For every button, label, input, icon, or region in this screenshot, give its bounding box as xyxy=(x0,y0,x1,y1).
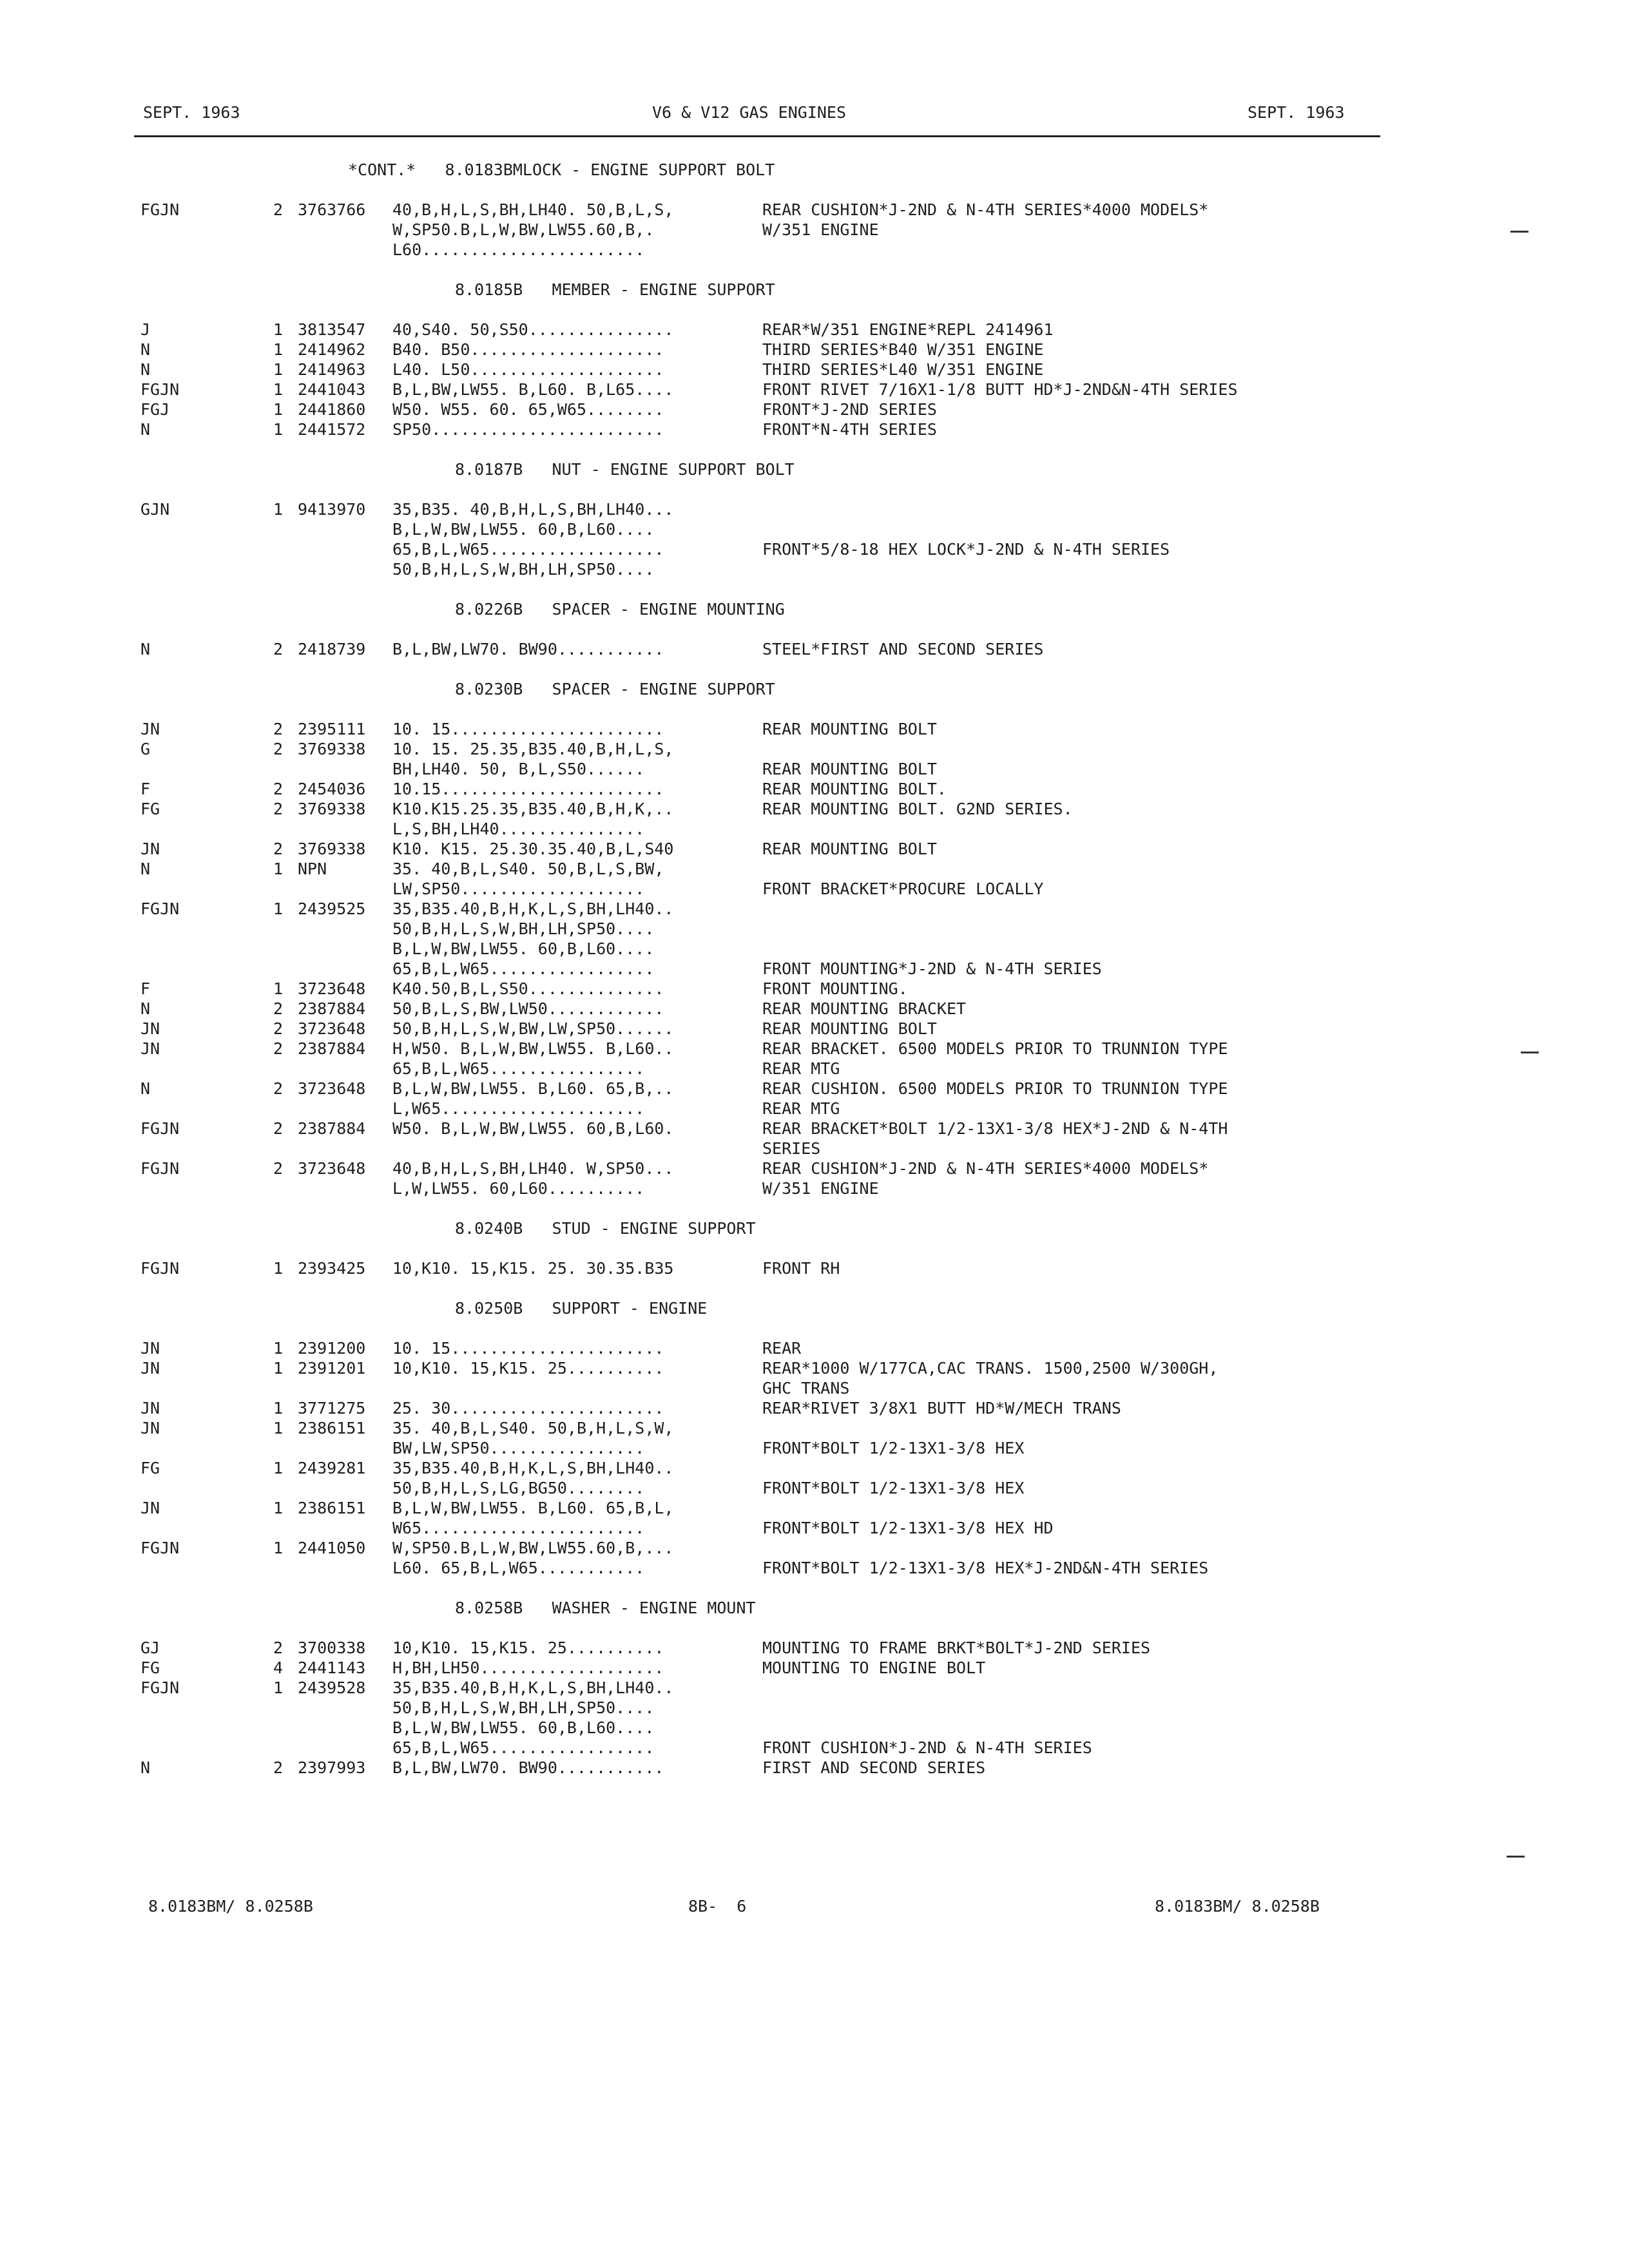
part-row xyxy=(140,320,1584,340)
part-row xyxy=(140,1019,1584,1039)
part-number: 3763766 xyxy=(298,200,366,219)
model-list: B,L,W,BW,LW55. 60,B,L60.... xyxy=(392,520,655,539)
quantity: 1 xyxy=(273,360,284,379)
part-row-continuation xyxy=(140,1438,1584,1458)
description: THIRD SERIES*B40 W/351 ENGINE xyxy=(762,340,1044,359)
description: REAR MOUNTING BOLT xyxy=(762,1019,937,1038)
series-codes: G xyxy=(140,740,151,758)
part-row-continuation xyxy=(140,1698,1584,1718)
part-row xyxy=(140,340,1584,360)
model-list: L,S,BH,LH40............... xyxy=(392,820,645,838)
model-list: 35,B35.40,B,H,K,L,S,BH,LH40.. xyxy=(392,1459,674,1477)
series-codes: FG xyxy=(140,800,160,818)
description: REAR BRACKET*BOLT 1/2-13X1-3/8 HEX*J-2ND & N-4TH xyxy=(762,1119,1228,1138)
model-list: L60. 65,B,L,W65........... xyxy=(392,1559,645,1577)
part-row xyxy=(140,1498,1584,1518)
section-spacer xyxy=(140,180,1584,200)
model-list: 65,B,L,W65................. xyxy=(392,1738,655,1757)
quantity: 1 xyxy=(273,1259,284,1278)
part-row-continuation xyxy=(140,959,1584,979)
quantity: 1 xyxy=(273,400,284,419)
part-number: 3700338 xyxy=(298,1639,366,1657)
part-row xyxy=(140,999,1584,1019)
model-list: 50,B,H,L,S,W,BH,LH,SP50.... xyxy=(392,560,655,579)
part-row xyxy=(140,1119,1584,1139)
part-number: 3723648 xyxy=(298,1079,366,1098)
model-list: 35,B35.40,B,H,K,L,S,BH,LH40.. xyxy=(392,899,674,918)
model-list: 10. 15. 25.35,B35.40,B,H,L,S, xyxy=(392,740,674,758)
part-number: 3769338 xyxy=(298,740,366,758)
part-row xyxy=(140,1758,1584,1778)
description: STEEL*FIRST AND SECOND SERIES xyxy=(762,640,1044,658)
description: MOUNTING TO ENGINE BOLT xyxy=(762,1658,986,1677)
model-list: 10,K10. 15,K15. 25.......... xyxy=(392,1359,664,1378)
part-row-continuation xyxy=(140,1558,1584,1578)
part-number: 2393425 xyxy=(298,1259,366,1278)
section-spacer xyxy=(140,659,1584,679)
part-row xyxy=(140,1358,1584,1378)
quantity: 2 xyxy=(273,840,284,858)
part-row xyxy=(140,380,1584,399)
part-number: 2414962 xyxy=(298,340,366,359)
part-number: 2439525 xyxy=(298,899,366,918)
quantity: 1 xyxy=(273,860,284,878)
description: FRONT MOUNTING*J-2ND & N-4TH SERIES xyxy=(762,959,1102,978)
part-number: 2418739 xyxy=(298,640,366,658)
part-number: 2441572 xyxy=(298,420,366,439)
description: GHC TRANS xyxy=(762,1379,850,1398)
model-list: 50,B,H,L,S,LG,BG50........ xyxy=(392,1479,645,1497)
description: FRONT*N-4TH SERIES xyxy=(762,420,937,439)
part-row xyxy=(140,1658,1584,1678)
description: THIRD SERIES*L40 W/351 ENGINE xyxy=(762,360,1044,379)
description: FRONT CUSHION*J-2ND & N-4TH SERIES xyxy=(762,1738,1092,1757)
header-date-right: SEPT. 1963 xyxy=(1248,103,1345,122)
model-list: 35. 40,B,L,S40. 50,B,H,L,S,W, xyxy=(392,1419,674,1437)
part-number: 2439528 xyxy=(298,1678,366,1697)
series-codes: GJ xyxy=(140,1639,160,1657)
header-date-left: SEPT. 1963 xyxy=(143,103,240,122)
quantity: 1 xyxy=(273,1419,284,1437)
part-row-continuation xyxy=(140,1718,1584,1738)
section-spacer xyxy=(140,1778,1584,1798)
section-heading: 8.0240B STUD - ENGINE SUPPORT xyxy=(455,1219,756,1238)
part-number: 3769338 xyxy=(298,840,366,858)
model-list: H,W50. B,L,W,BW,LW55. B,L60.. xyxy=(392,1039,674,1058)
quantity: 2 xyxy=(273,200,284,219)
series-codes: JN xyxy=(140,840,160,858)
part-row xyxy=(140,1039,1584,1059)
model-list: K40.50,B,L,S50.............. xyxy=(392,979,664,998)
series-codes: JN xyxy=(140,1419,160,1437)
part-row-continuation xyxy=(140,559,1584,579)
model-list: K10.K15.25.35,B35.40,B,H,K,.. xyxy=(392,800,674,818)
margin-mark xyxy=(1507,1856,1525,1858)
series-codes: GJN xyxy=(140,500,170,519)
description: REAR CUSHION. 6500 MODELS PRIOR TO TRUNNION TYPE xyxy=(762,1079,1228,1098)
description: FRONT*BOLT 1/2-13X1-3/8 HEX HD xyxy=(762,1519,1054,1537)
quantity: 1 xyxy=(273,420,284,439)
section-heading: 8.0230B SPACER - ENGINE SUPPORT xyxy=(455,680,775,698)
quantity: 2 xyxy=(273,1119,284,1138)
series-codes: JN xyxy=(140,1039,160,1058)
quantity: 1 xyxy=(273,1678,284,1697)
description: REAR*RIVET 3/8X1 BUTT HD*W/MECH TRANS xyxy=(762,1399,1121,1418)
part-row xyxy=(140,859,1584,879)
series-codes: F xyxy=(140,979,151,998)
quantity: 1 xyxy=(273,1539,284,1557)
part-row-continuation xyxy=(140,879,1584,899)
margin-mark xyxy=(1510,231,1528,233)
model-list: K10. K15. 25.30.35.40,B,L,S40 xyxy=(392,840,674,858)
section-spacer xyxy=(140,1238,1584,1258)
model-list: W65....................... xyxy=(392,1519,645,1537)
description: FRONT*BOLT 1/2-13X1-3/8 HEX xyxy=(762,1479,1025,1497)
series-codes: JN xyxy=(140,1339,160,1358)
quantity: 2 xyxy=(273,740,284,758)
part-row-continuation xyxy=(140,519,1584,539)
series-codes: FGJN xyxy=(140,1119,180,1138)
description: REAR MOUNTING BOLT. xyxy=(762,780,947,798)
footer-range-right: 8.0183BM/ 8.0258B xyxy=(1155,1897,1320,1916)
model-list: 35,B35.40,B,H,K,L,S,BH,LH40.. xyxy=(392,1678,674,1697)
description: REAR*1000 W/177CA,CAC TRANS. 1500,2500 W/300GH, xyxy=(762,1359,1219,1378)
series-codes: J xyxy=(140,320,151,339)
series-codes: FGJN xyxy=(140,1678,180,1697)
part-row xyxy=(140,399,1584,419)
part-row xyxy=(140,839,1584,859)
section-heading: 8.0250B SUPPORT - ENGINE xyxy=(455,1299,708,1318)
series-codes: FG xyxy=(140,1658,160,1677)
model-list: L,W65..................... xyxy=(392,1099,645,1118)
part-number: 3723648 xyxy=(298,1159,366,1178)
series-codes: N xyxy=(140,1079,151,1098)
model-list: 10. 15...................... xyxy=(392,720,664,738)
quantity: 2 xyxy=(273,1019,284,1038)
part-row-continuation xyxy=(140,1059,1584,1079)
part-row xyxy=(140,1538,1584,1558)
part-number: 2454036 xyxy=(298,780,366,798)
quantity: 1 xyxy=(273,320,284,339)
description: FRONT MOUNTING. xyxy=(762,979,908,998)
description: SERIES xyxy=(762,1139,821,1158)
part-row-continuation xyxy=(140,539,1584,559)
part-row xyxy=(140,1079,1584,1099)
model-list: L,W,LW55. 60,L60.......... xyxy=(392,1179,645,1198)
series-codes: JN xyxy=(140,1019,160,1038)
part-number: 2441043 xyxy=(298,380,366,399)
description: REAR CUSHION*J-2ND & N-4TH SERIES*4000 MODELS* xyxy=(762,200,1209,219)
section-spacer xyxy=(140,1578,1584,1598)
part-number: 2387884 xyxy=(298,999,366,1018)
section-heading: 8.0258B WASHER - ENGINE MOUNT xyxy=(455,1599,756,1617)
part-number: 3813547 xyxy=(298,320,366,339)
part-number: 2397993 xyxy=(298,1758,366,1777)
quantity: 2 xyxy=(273,1159,284,1178)
section-spacer xyxy=(140,699,1584,719)
part-row xyxy=(140,1638,1584,1658)
model-list: BW,LW,SP50................ xyxy=(392,1439,645,1457)
quantity: 1 xyxy=(273,1459,284,1477)
model-list: 10,K10. 15,K15. 25. 30.35.B35 xyxy=(392,1259,674,1278)
series-codes: FGJ xyxy=(140,400,170,419)
section-heading: 8.0185B MEMBER - ENGINE SUPPORT xyxy=(455,280,775,299)
description: REAR MOUNTING BOLT xyxy=(762,760,937,778)
quantity: 4 xyxy=(273,1658,284,1677)
part-number: 3771275 xyxy=(298,1399,366,1418)
part-row-continuation xyxy=(140,1178,1584,1198)
model-list: H,BH,LH50................... xyxy=(392,1658,664,1677)
part-row xyxy=(140,1258,1584,1278)
series-codes: FGJN xyxy=(140,200,180,219)
model-list: 65,B,L,W65................. xyxy=(392,959,655,978)
section-spacer xyxy=(140,1198,1584,1218)
quantity: 2 xyxy=(273,720,284,738)
section-spacer xyxy=(140,619,1584,639)
part-number: 2441050 xyxy=(298,1539,366,1557)
model-list: SP50........................ xyxy=(392,420,664,439)
part-number: NPN xyxy=(298,860,327,878)
description: REAR BRACKET. 6500 MODELS PRIOR TO TRUNNION TYPE xyxy=(762,1039,1228,1058)
series-codes: JN xyxy=(140,1399,160,1418)
series-codes: N xyxy=(140,360,151,379)
model-list: BH,LH40. 50, B,L,S50...... xyxy=(392,760,645,778)
part-number: 3723648 xyxy=(298,1019,366,1038)
part-number: 2441143 xyxy=(298,1658,366,1677)
model-list: 10,K10. 15,K15. 25.......... xyxy=(392,1639,664,1657)
series-codes: FGJN xyxy=(140,1539,180,1557)
description: W/351 ENGINE xyxy=(762,220,879,239)
model-list: B,L,BW,LW55. B,L60. B,L65.... xyxy=(392,380,674,399)
part-number: 9413970 xyxy=(298,500,366,519)
quantity: 1 xyxy=(273,500,284,519)
series-codes: N xyxy=(140,1758,151,1777)
description: REAR CUSHION*J-2ND & N-4TH SERIES*4000 MODELS* xyxy=(762,1159,1209,1178)
model-list: 10.15....................... xyxy=(392,780,664,798)
part-row-continuation xyxy=(140,1099,1584,1119)
series-codes: FG xyxy=(140,1459,160,1477)
description: FIRST AND SECOND SERIES xyxy=(762,1758,986,1777)
part-row xyxy=(140,779,1584,799)
model-list: B,L,BW,LW70. BW90........... xyxy=(392,1758,664,1777)
description: MOUNTING TO FRAME BRKT*BOLT*J-2ND SERIES xyxy=(762,1639,1151,1657)
part-row xyxy=(140,979,1584,999)
part-number: 2414963 xyxy=(298,360,366,379)
part-number: 2391201 xyxy=(298,1359,366,1378)
section-spacer xyxy=(140,439,1584,459)
section-spacer xyxy=(140,300,1584,320)
part-number: 2391200 xyxy=(298,1339,366,1358)
model-list: 65,B,L,W65................ xyxy=(392,1059,645,1078)
description: FRONT BRACKET*PROCURE LOCALLY xyxy=(762,879,1044,898)
description: REAR MOUNTING BOLT xyxy=(762,720,937,738)
part-row xyxy=(140,200,1584,220)
part-number: 2441860 xyxy=(298,400,366,419)
series-codes: N xyxy=(140,340,151,359)
part-number: 2387884 xyxy=(298,1039,366,1058)
model-list: B,L,W,BW,LW55. B,L60. 65,B,.. xyxy=(392,1079,674,1098)
series-codes: F xyxy=(140,780,151,798)
description: REAR MTG xyxy=(762,1099,840,1118)
model-list: 40,B,H,L,S,BH,LH40. W,SP50... xyxy=(392,1159,674,1178)
series-codes: N xyxy=(140,999,151,1018)
section-spacer xyxy=(140,579,1584,599)
description: REAR MOUNTING BOLT. G2ND SERIES. xyxy=(762,800,1073,818)
part-row xyxy=(140,639,1584,659)
part-number: 2387884 xyxy=(298,1119,366,1138)
quantity: 1 xyxy=(273,979,284,998)
model-list: W50. W55. 60. 65,W65........ xyxy=(392,400,664,419)
series-codes: FGJN xyxy=(140,1259,180,1278)
model-list: 50,B,H,L,S,W,BH,LH,SP50.... xyxy=(392,1698,655,1717)
section-spacer xyxy=(140,479,1584,499)
series-codes: JN xyxy=(140,1499,160,1517)
part-row-continuation xyxy=(140,220,1584,240)
series-codes: N xyxy=(140,860,151,878)
model-list: 35. 40,B,L,S40. 50,B,L,S,BW, xyxy=(392,860,664,878)
model-list: B40. B50.................... xyxy=(392,340,664,359)
model-list: B,L,W,BW,LW55. B,L60. 65,B,L, xyxy=(392,1499,674,1517)
part-row xyxy=(140,799,1584,819)
series-codes: FGJN xyxy=(140,380,180,399)
model-list: B,L,BW,LW70. BW90........... xyxy=(392,640,664,658)
section-spacer xyxy=(140,1278,1584,1298)
part-row-continuation xyxy=(140,939,1584,959)
series-codes: FGJN xyxy=(140,899,180,918)
model-list: W,SP50.B,L,W,BW,LW55.60,B,. xyxy=(392,220,655,239)
description: REAR*W/351 ENGINE*REPL 2414961 xyxy=(762,320,1054,339)
section-heading: 8.0226B SPACER - ENGINE MOUNTING xyxy=(455,600,785,619)
part-row-continuation xyxy=(140,1378,1584,1398)
part-row xyxy=(140,360,1584,380)
part-row-continuation xyxy=(140,1738,1584,1758)
model-list: 50,B,H,L,S,W,BH,LH,SP50.... xyxy=(392,919,655,938)
part-row-continuation xyxy=(140,919,1584,939)
series-codes: N xyxy=(140,640,151,658)
quantity: 1 xyxy=(273,1359,284,1378)
header-title: V6 & V12 GAS ENGINES xyxy=(652,103,847,122)
footer-range-left: 8.0183BM/ 8.0258B xyxy=(148,1897,313,1916)
section-spacer xyxy=(140,1618,1584,1638)
description: REAR xyxy=(762,1339,802,1358)
series-codes: FGJN xyxy=(140,1159,180,1178)
part-row xyxy=(140,1398,1584,1418)
part-row xyxy=(140,899,1584,919)
part-number: 2439281 xyxy=(298,1459,366,1477)
quantity: 2 xyxy=(273,780,284,798)
footer-page-number: 8B- 6 xyxy=(688,1897,747,1916)
description: FRONT*BOLT 1/2-13X1-3/8 HEX xyxy=(762,1439,1025,1457)
part-row-continuation xyxy=(140,1518,1584,1538)
part-row xyxy=(140,719,1584,739)
part-row-continuation xyxy=(140,240,1584,260)
quantity: 1 xyxy=(273,1339,284,1358)
description: REAR MOUNTING BRACKET xyxy=(762,999,967,1018)
series-codes: N xyxy=(140,420,151,439)
model-list: 40,S40. 50,S50............... xyxy=(392,320,674,339)
header-rule xyxy=(134,135,1380,137)
margin-mark xyxy=(1521,1052,1539,1053)
part-row xyxy=(140,419,1584,439)
description: FRONT*BOLT 1/2-13X1-3/8 HEX*J-2ND&N-4TH SERIES xyxy=(762,1559,1209,1577)
part-row-continuation xyxy=(140,759,1584,779)
part-number: 2386151 xyxy=(298,1499,366,1517)
model-list: L60....................... xyxy=(392,240,645,259)
series-codes: JN xyxy=(140,1359,160,1378)
part-row xyxy=(140,499,1584,519)
quantity: 1 xyxy=(273,899,284,918)
part-row-continuation xyxy=(140,1139,1584,1158)
model-list: 40,B,H,L,S,BH,LH40. 50,B,L,S, xyxy=(392,200,674,219)
part-row-continuation xyxy=(140,819,1584,839)
part-row xyxy=(140,1158,1584,1178)
description: FRONT*J-2ND SERIES xyxy=(762,400,937,419)
model-list: LW,SP50................... xyxy=(392,879,645,898)
model-list: B,L,W,BW,LW55. 60,B,L60.... xyxy=(392,1718,655,1737)
quantity: 2 xyxy=(273,999,284,1018)
description: FRONT RH xyxy=(762,1259,840,1278)
model-list: 65,B,L,W65.................. xyxy=(392,540,664,559)
description: REAR MTG xyxy=(762,1059,840,1078)
quantity: 2 xyxy=(273,1758,284,1777)
description: FRONT*5/8-18 HEX LOCK*J-2ND & N-4TH SERIES xyxy=(762,540,1170,559)
quantity: 2 xyxy=(273,640,284,658)
model-list: W,SP50.B,L,W,BW,LW55.60,B,... xyxy=(392,1539,674,1557)
model-list: 50,B,L,S,BW,LW50............ xyxy=(392,999,664,1018)
quantity: 1 xyxy=(273,1499,284,1517)
part-row xyxy=(140,1338,1584,1358)
model-list: 35,B35. 40,B,H,L,S,BH,LH40... xyxy=(392,500,674,519)
part-number: 3723648 xyxy=(298,979,366,998)
description: FRONT RIVET 7/16X1-1/8 BUTT HD*J-2ND&N-4TH SERIES xyxy=(762,380,1238,399)
quantity: 1 xyxy=(273,1399,284,1418)
model-list: 50,B,H,L,S,W,BW,LW,SP50...... xyxy=(392,1019,674,1038)
parts-listing xyxy=(140,160,1584,1798)
section-spacer xyxy=(140,1318,1584,1338)
quantity: 2 xyxy=(273,1639,284,1657)
part-number: 2386151 xyxy=(298,1419,366,1437)
section-heading: 8.0187B NUT - ENGINE SUPPORT BOLT xyxy=(455,460,795,479)
model-list: 10. 15...................... xyxy=(392,1339,664,1358)
section-spacer xyxy=(140,260,1584,280)
part-number: 3769338 xyxy=(298,800,366,818)
part-row xyxy=(140,739,1584,759)
quantity: 1 xyxy=(273,340,284,359)
quantity: 1 xyxy=(273,380,284,399)
quantity: 2 xyxy=(273,800,284,818)
model-list: 25. 30...................... xyxy=(392,1399,664,1418)
description: REAR MOUNTING BOLT xyxy=(762,840,937,858)
part-number: 2395111 xyxy=(298,720,366,738)
quantity: 2 xyxy=(273,1039,284,1058)
part-row xyxy=(140,1458,1584,1478)
part-row xyxy=(140,1418,1584,1438)
part-row-continuation xyxy=(140,1478,1584,1498)
model-list: B,L,W,BW,LW55. 60,B,L60.... xyxy=(392,939,655,958)
model-list: L40. L50.................... xyxy=(392,360,664,379)
description: W/351 ENGINE xyxy=(762,1179,879,1198)
part-row xyxy=(140,1678,1584,1698)
quantity: 2 xyxy=(273,1079,284,1098)
continuation-heading: *CONT.* 8.0183BMLOCK - ENGINE SUPPORT BOLT xyxy=(348,160,775,179)
model-list: W50. B,L,W,BW,LW55. 60,B,L60. xyxy=(392,1119,674,1138)
series-codes: JN xyxy=(140,720,160,738)
